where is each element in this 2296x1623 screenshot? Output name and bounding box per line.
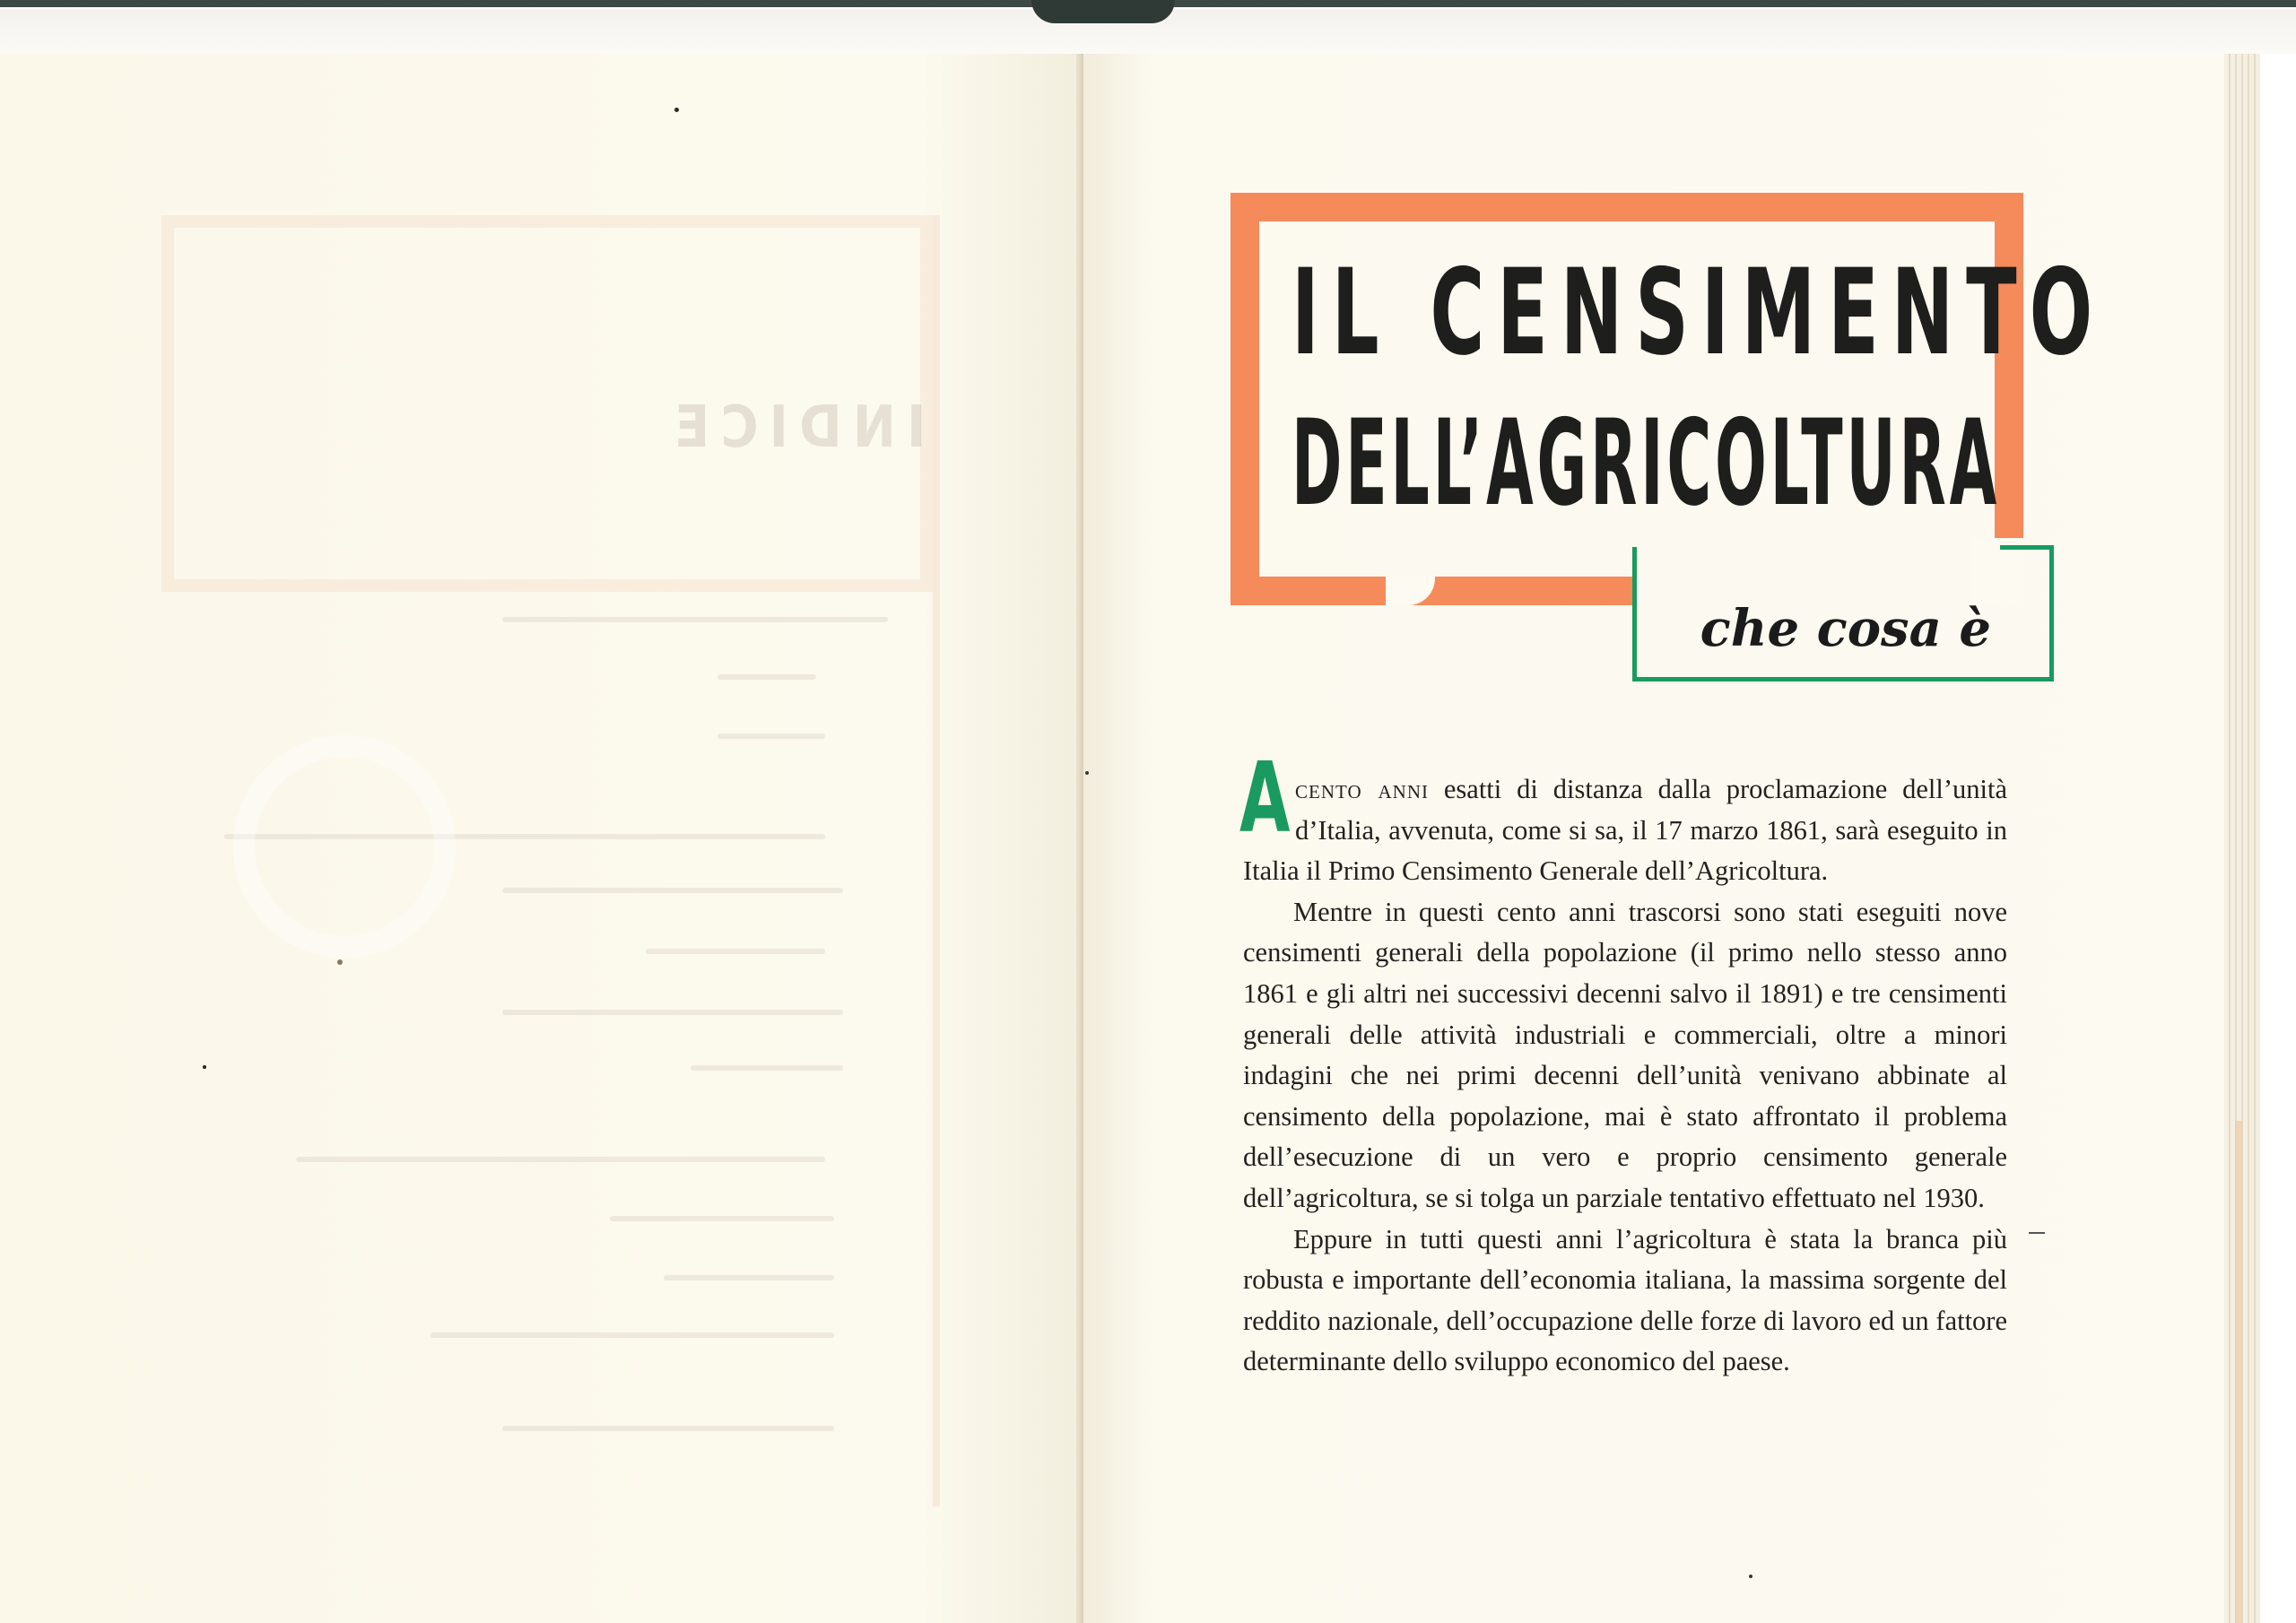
paragraph-3: Eppure in tutti questi anni l’agricoltura è stata la branca più robusta e importante dell’economia italiana, la massima sorgente del reddito nazionale, dell’occupazione delle forze di lavoro ed un fattore determinante dello sviluppo economico del paese. [1243, 1223, 2007, 1377]
ghost-line [430, 1332, 834, 1338]
ghost-line [691, 1065, 843, 1071]
page-title [1292, 242, 2106, 533]
margin-mark [2029, 1232, 2045, 1234]
speck [337, 959, 343, 965]
title-line-2: DELL’AGRICOLTURA [1292, 393, 2001, 533]
title-line-1: IL CENSIMENTO [1292, 242, 2106, 382]
ghost-line [296, 1157, 825, 1162]
page-edge-tint [2235, 1121, 2242, 1623]
ghost-line [502, 888, 843, 893]
ghost-line [502, 1426, 834, 1431]
ghost-heading: INDICE [664, 395, 926, 461]
ghost-line [502, 617, 888, 622]
subtitle-green-frame-top [2000, 545, 2054, 550]
scanner-shadow [1031, 0, 1175, 23]
ghost-line [718, 733, 825, 739]
paragraph-1-text: esatti di distanza dalla proclamazione dell’unità d’Italia, avvenuta, come si sa, il 17 marzo 1861, sarà eseguito in Italia il Primo Censimento Generale dell’Agricoltura. [1243, 774, 2008, 887]
page-edges [2224, 54, 2260, 1623]
lead-small-caps: cento anni [1295, 774, 1429, 804]
ghost-line [646, 949, 825, 954]
ghost-line [664, 1275, 834, 1280]
ghost-line [502, 1010, 843, 1015]
speck [674, 108, 679, 112]
speck [1085, 771, 1089, 775]
paragraph-2: Mentre in questi cento anni trascorsi sono stati eseguiti nove censimenti generali della popolazione (il primo nello stesso anno 1861 e gli altri nei successivi decenni salvo il 1891) e tre censimenti generali delle attività industriali e commerciali, oltre a minori indagini che nei primi decenni dell’unità venivano abbinate al censimento della popolazione, mai è stato affrontato il problema dell’esecuzione di un vero e proprio censimento generale dell’agricoltura, se si tolga un parziale tentativo effettuato nel 1930. [1243, 896, 2007, 1213]
speck [1749, 1575, 1752, 1578]
ghost-circle [233, 735, 456, 958]
ghost-line [718, 674, 816, 680]
paragraph-1 [1239, 742, 2008, 892]
drop-cap: A [1239, 742, 1291, 855]
ghost-line [610, 1216, 834, 1221]
body-text [1239, 742, 2008, 1383]
speck [203, 1065, 206, 1069]
ghost-rule [933, 215, 940, 1506]
subtitle: che cosa è [1700, 599, 1991, 658]
